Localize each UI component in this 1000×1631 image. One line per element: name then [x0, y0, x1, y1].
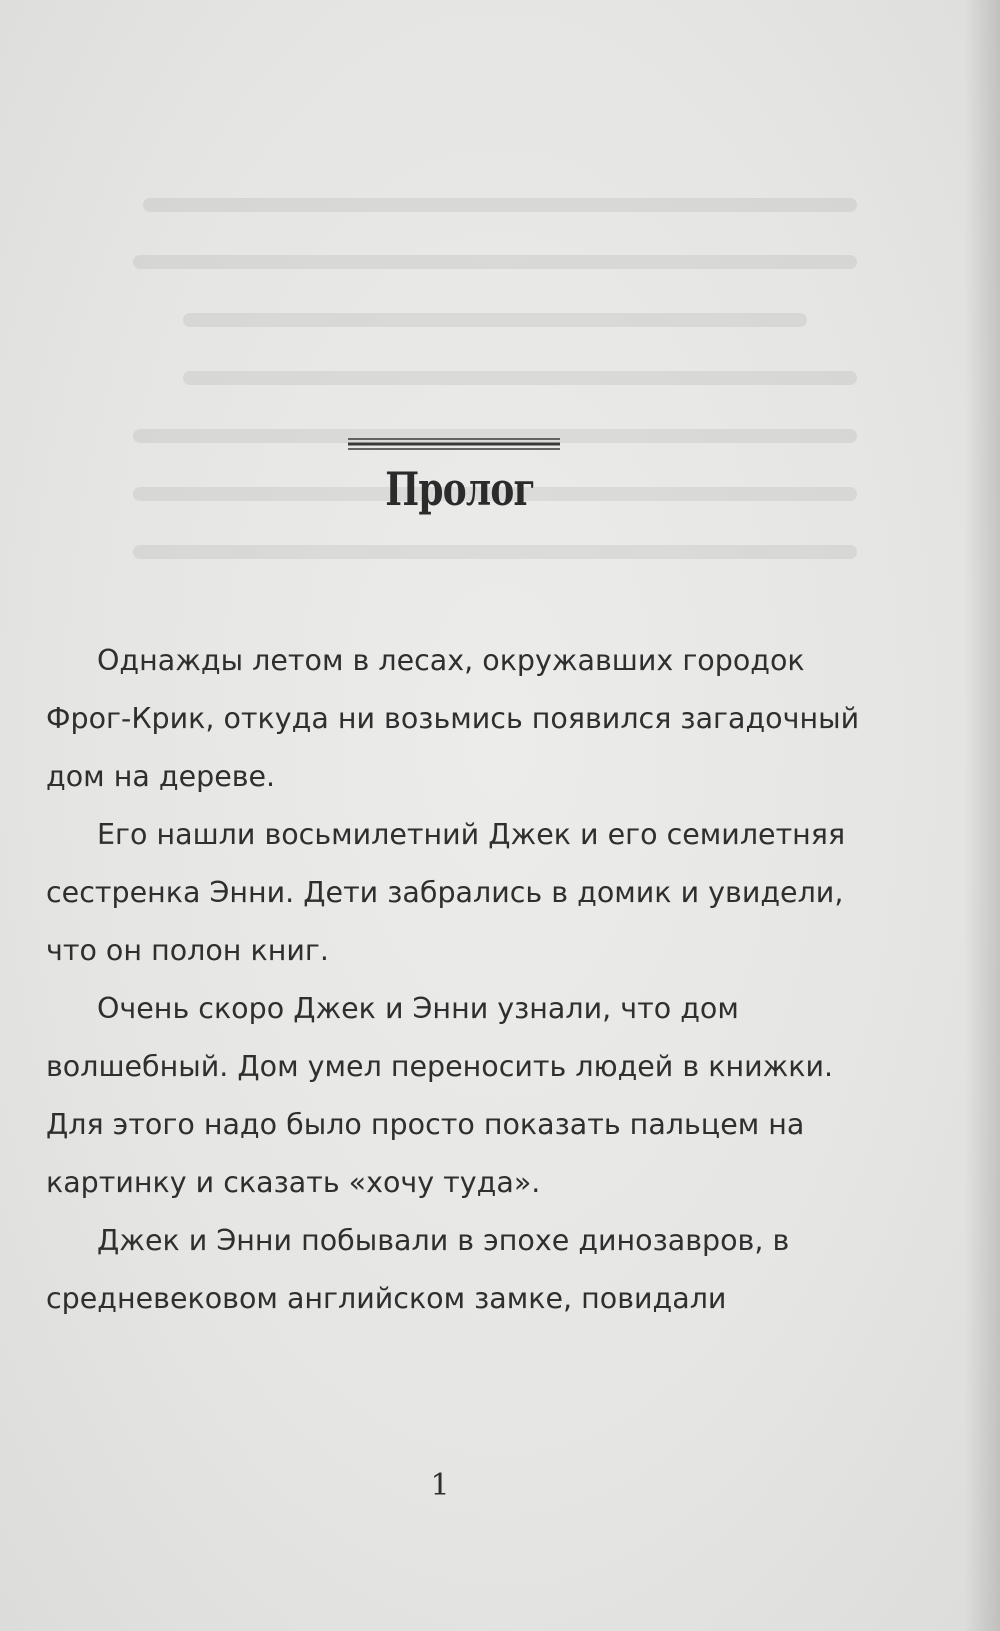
- page-edge-shadow: [964, 0, 1000, 1631]
- chapter-ornament-rule: [348, 436, 560, 452]
- chapter-body: [46, 632, 876, 1328]
- paragraph: Очень скоро Джек и Энни узнали, что дом волшебный. Дом умел переносить людей в книжки. Для этого надо было просто показать пальцем на картинку и сказать «хочу туда».: [46, 992, 834, 1199]
- paragraph: Его нашли восьмилетний Джек и его семилетняя сестренка Энни. Дети забрались в домик и увидели, что он полон книг.: [46, 818, 846, 967]
- chapter-title: Пролог: [385, 462, 535, 516]
- paragraph: Однажды летом в лесах, окружавших городок Фрог-Крик, откуда ни возьмись появился загадочный дом на дереве.: [46, 644, 860, 793]
- paragraph: Джек и Энни побывали в эпохе динозавров, в средневековом английском замке, повидали: [46, 1224, 790, 1315]
- page-number: 1: [430, 1468, 450, 1503]
